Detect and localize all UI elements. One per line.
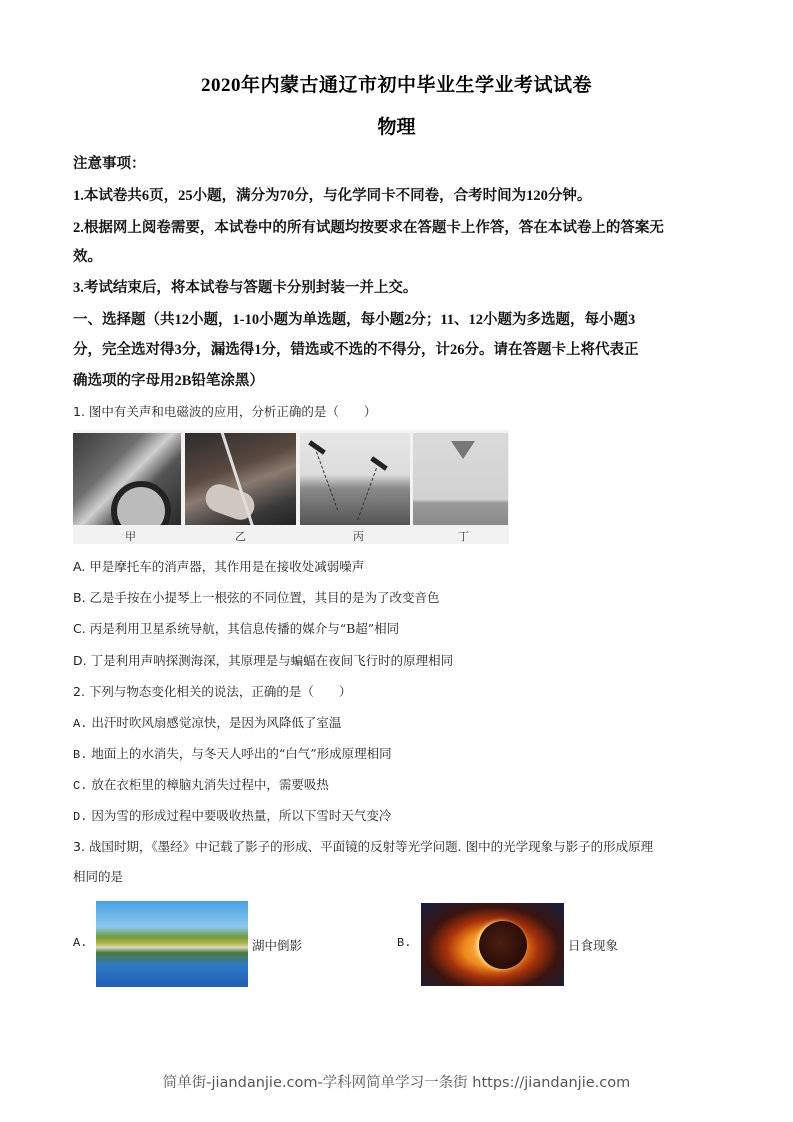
panel-caption: 乙 bbox=[235, 530, 246, 543]
exam-title: 2020年内蒙古通辽市初中毕业生学业考试试卷 bbox=[200, 75, 592, 96]
question-1-option-a bbox=[73, 557, 733, 575]
question-1-option-b bbox=[73, 588, 733, 606]
option-label: D. bbox=[73, 653, 87, 668]
wheel-graphic bbox=[111, 481, 171, 525]
option-text: 丙是利用卫星系统导航，其信息传播的媒介与“B超”相同 bbox=[89, 621, 400, 636]
question-2-option-c bbox=[73, 775, 733, 793]
option-text: 丁是利用声呐探测海深，其原理是与蝙蝠在夜间飞行时的原理相同 bbox=[90, 653, 454, 668]
option-label: D. bbox=[73, 810, 88, 824]
question-text: 战国时期，《墨经》中记载了影子的形成、平面镜的反射等光学问题. 图中的光学现象与影子的形成原理 bbox=[88, 839, 654, 854]
figure-panel-sonar bbox=[413, 433, 508, 525]
figure-panel-violin bbox=[185, 433, 296, 525]
question-2-stem bbox=[73, 682, 733, 700]
notice-item-1: 1.本试卷共6页，25小题，满分为70分，与化学同卡不同卷，合考时间为120分钟。 bbox=[73, 188, 592, 204]
notice-item-2: 2.根据网上阅卷需要，本试卷中的所有试题均按要求在答题卡上作答，答在本试卷上的答案无 bbox=[73, 220, 664, 236]
question-2-option-b bbox=[73, 744, 733, 762]
option-text: 乙是手按在小提琴上一根弦的不同位置，其目的是为了改变音色 bbox=[89, 590, 440, 605]
question-3-stem bbox=[73, 837, 733, 855]
option-text: 因为雪的形成过程中要吸收热量，所以下雪时天气变冷 bbox=[91, 808, 392, 823]
notice-heading: 注意事项： bbox=[73, 156, 146, 172]
question-text: 图中有关声和电磁波的应用，分析正确的是（ ） bbox=[88, 404, 377, 419]
signal-beam bbox=[315, 452, 338, 511]
section-instructions-line-1: 一、选择题（共12小题，1-10小题为单选题，每小题2分；11、12小题为多选题，每小题3 bbox=[73, 312, 636, 328]
question-2-option-d bbox=[73, 806, 733, 824]
moon-disc bbox=[479, 921, 527, 969]
option-label: C. bbox=[73, 621, 86, 636]
panel-caption: 丙 bbox=[353, 530, 364, 543]
option-text: 放在衣柜里的樟脑丸消失过程中，需要吸热 bbox=[91, 777, 329, 792]
option-label: B. bbox=[73, 590, 86, 605]
option-label: C. bbox=[73, 779, 88, 793]
signal-beam bbox=[356, 468, 377, 520]
option-label: A. bbox=[73, 936, 88, 950]
question-number: 1. bbox=[73, 404, 85, 419]
option-label: A. bbox=[73, 559, 86, 574]
panel-caption: 丁 bbox=[458, 530, 469, 543]
question-number: 3. bbox=[73, 839, 85, 854]
exam-subject: 物理 bbox=[377, 117, 416, 138]
figure-panel-satellite bbox=[300, 433, 410, 525]
question-text: 下列与物态变化相关的说法，正确的是（ ） bbox=[88, 684, 352, 699]
question-1-figure bbox=[73, 430, 509, 544]
solar-eclipse-image bbox=[421, 903, 564, 986]
page-footer-watermark: 简单街-jiandanjie.com-学科网简单学习一条街 https://jiandanjie.com bbox=[162, 1075, 631, 1091]
section-instructions-line-2: 分，完全选对得3分，漏选得1分，错选或不选的不得分，计26分。请在答题卡上将代表正 bbox=[73, 342, 639, 358]
option-label: B. bbox=[73, 748, 88, 762]
question-number: 2. bbox=[73, 684, 85, 699]
option-text: 甲是摩托车的消声器，其作用是在接收处减弱噪声 bbox=[89, 559, 365, 574]
question-3-stem-cont: 相同的是 bbox=[73, 869, 124, 884]
lake-reflection-image bbox=[96, 901, 248, 987]
option-text: 湖中倒影 bbox=[252, 938, 303, 953]
ship-icon bbox=[451, 441, 475, 459]
option-label: B. bbox=[397, 936, 412, 950]
question-1-option-d bbox=[73, 651, 733, 669]
option-text: 地面上的水消失，与冬天人呼出的“白气”形成原理相同 bbox=[91, 746, 392, 761]
panel-caption: 甲 bbox=[125, 530, 136, 543]
option-label: A. bbox=[73, 717, 88, 731]
satellite-icon bbox=[370, 456, 388, 470]
notice-item-2-cont: 效。 bbox=[73, 249, 102, 265]
option-text: 出汗时吹风扇感觉凉快，是因为风降低了室温 bbox=[91, 715, 342, 730]
notice-item-3: 3.考试结束后，将本试卷与答题卡分别封装一并上交。 bbox=[73, 280, 418, 296]
section-instructions-line-3: 确选项的字母用2B铅笔涂黑） bbox=[73, 373, 264, 389]
question-1-stem bbox=[73, 402, 733, 420]
question-2-option-a bbox=[73, 713, 733, 731]
figure-panel-motorcycle bbox=[73, 433, 181, 525]
option-text: 日食现象 bbox=[568, 938, 619, 953]
question-1-option-c bbox=[73, 619, 733, 637]
